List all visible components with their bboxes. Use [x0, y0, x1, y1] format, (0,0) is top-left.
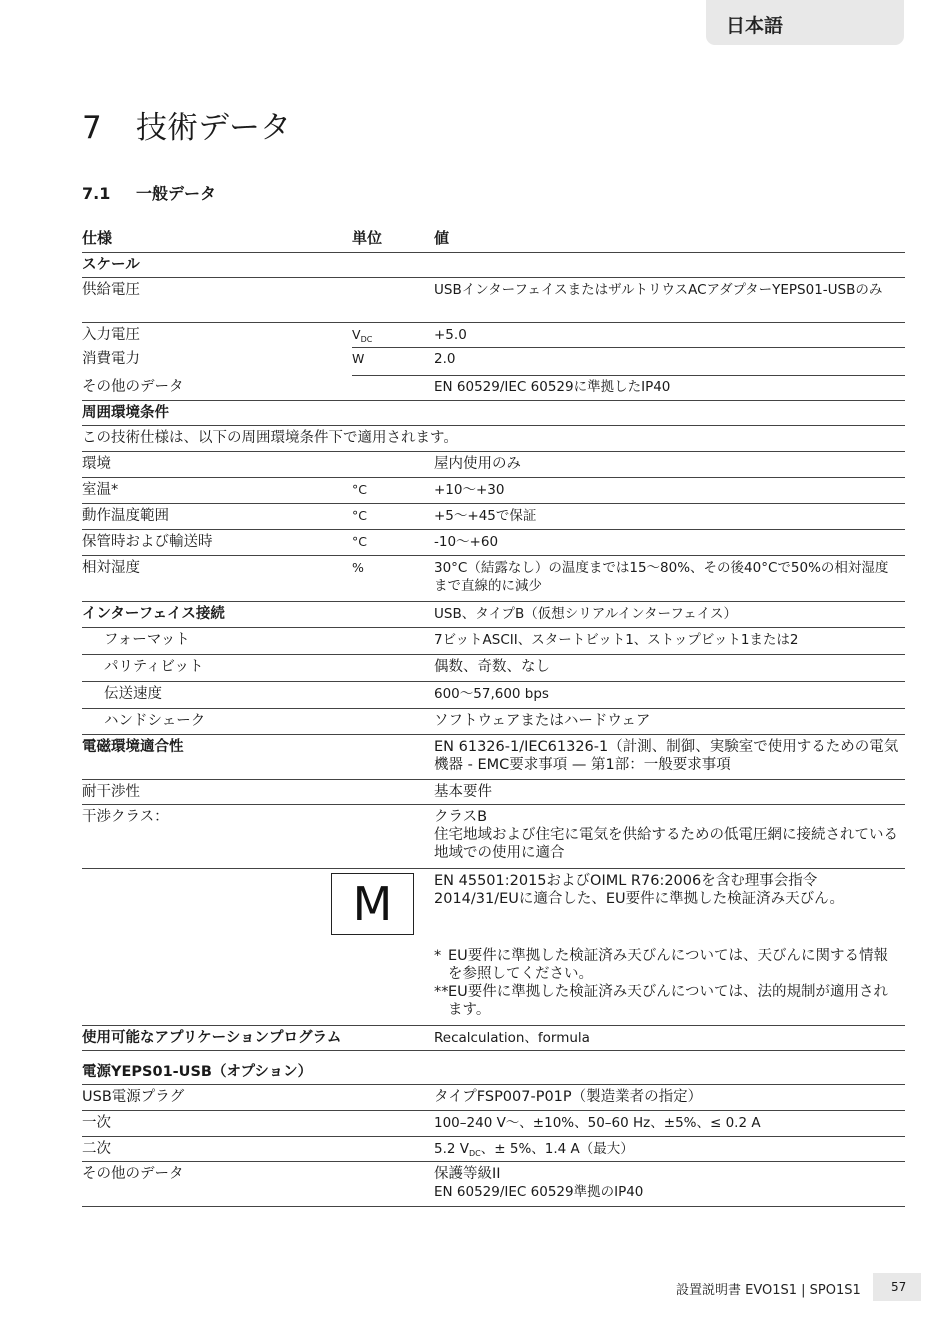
- value-metrology: EN 45501:2015およびOIML R76:2006を含む理事会指令2014/31/EUに適合した、EU要件に準拠した検証済み天びん。: [434, 873, 845, 907]
- row-immunity: [82, 780, 905, 805]
- value-supply-voltage: USBインターフェイスまたはザルトリウスACアダプターYEPS01-USBのみ: [434, 282, 883, 298]
- label-baud: 伝送速度: [104, 686, 162, 702]
- value-psu-plug: タイプFSP007-P01P（製造業者の指定）: [434, 1089, 703, 1105]
- section-title: 一般データ: [136, 184, 217, 203]
- unit-humidity: %: [352, 560, 364, 575]
- row-psu-other: [82, 1162, 905, 1207]
- row-emc: [82, 735, 905, 780]
- page-number: 57: [891, 1280, 907, 1294]
- unit-storage-temp: °C: [352, 534, 367, 549]
- group-ambient: 周囲環境条件: [82, 405, 169, 421]
- row-handshake: [82, 709, 905, 735]
- row-psu-primary: [82, 1111, 905, 1137]
- label-humidity: 相対湿度: [82, 560, 140, 576]
- chapter-heading: [82, 102, 291, 147]
- emission-class: クラスB: [434, 809, 488, 825]
- row-room-temp: [82, 478, 905, 504]
- label-format: フォーマット: [104, 632, 190, 648]
- value-humidity: 30°C（結露なし）の温度までは15～80%、その後40°Cで50%の相対湿度まで直線的に減少: [434, 560, 889, 594]
- row-power: [82, 347, 905, 375]
- label-apps: 使用可能なアプリケーションプログラム: [82, 1030, 342, 1046]
- value-apps: Recalculation、formula: [434, 1030, 590, 1046]
- emission-description: 住宅地域および住宅に電気を供給するための低電圧網に接続されている地域での使用に適合: [434, 827, 898, 861]
- footnote-2-text: EU要件に準拠した検証済み天びんについては、法的規制が適用されます。: [448, 984, 888, 1018]
- footer-doc-title: 設置説明書 EVO1S1 | SPO1S1: [676, 1283, 861, 1298]
- row-interface: [82, 602, 905, 628]
- row-emission: [82, 805, 905, 869]
- section-number: 7.1: [82, 184, 111, 203]
- unit-input-voltage: [352, 326, 422, 349]
- label-storage-temp: 保管時および輸送時: [82, 534, 213, 550]
- language-tab: [706, 0, 904, 45]
- value-psu-secondary: [434, 1140, 899, 1163]
- label-input-voltage: 入力電圧: [82, 327, 140, 343]
- chapter-number: 7: [82, 110, 102, 146]
- label-other-data: その他のデータ: [82, 379, 184, 395]
- footnote-1-mark: *: [434, 948, 442, 964]
- row-scale: [82, 253, 905, 278]
- row-ambient-note: [82, 426, 905, 452]
- value-environment: 屋内使用のみ: [434, 456, 521, 472]
- label-emission: 干渉クラス：: [82, 809, 169, 825]
- value-format: 7ビットASCII、スタートビット1、ストップビット1または2: [434, 632, 799, 648]
- language-label: 日本語: [726, 15, 784, 37]
- footnote-1-text: EU要件に準拠した検証済み天びんについては、天びんに関する情報を参照してください。: [448, 948, 888, 982]
- table-header-row: [82, 228, 905, 253]
- section-heading: [82, 181, 216, 204]
- page-number-box: [873, 1273, 921, 1301]
- ambient-note: この技術仕様は、以下の周囲環境条件下で適用されます。: [82, 430, 458, 446]
- value-operating-temp: +5～+45で保証: [434, 508, 537, 524]
- value-psu-primary: 100–240 V～、±10%、50–60 Hz、±5%、≤ 0.2 A: [434, 1115, 761, 1131]
- ip-rating: EN 60529/IEC 60529準拠のIP40: [434, 1184, 644, 1200]
- protection-class: 保護等級II: [434, 1166, 501, 1182]
- header-unit: 単位: [352, 229, 383, 247]
- row-metrology: [82, 869, 905, 1026]
- spec-table: [82, 228, 905, 1051]
- psu-title: 電源YEPS01-USB（オプション）: [82, 1064, 313, 1080]
- row-psu-title: [82, 1060, 905, 1085]
- row-environment: [82, 452, 905, 478]
- value-emission: [434, 808, 899, 862]
- label-operating-temp: 動作温度範囲: [82, 508, 169, 524]
- unit-power: W: [352, 351, 365, 366]
- row-baud: [82, 682, 905, 709]
- header-spec: 仕様: [82, 229, 113, 247]
- label-room-temp: 室温*: [82, 482, 119, 498]
- row-storage-temp: [82, 530, 905, 556]
- row-format: [82, 628, 905, 655]
- secondary-voltage: 5.2 V: [434, 1141, 469, 1157]
- label-psu-primary: 一次: [82, 1115, 111, 1131]
- label-power: 消費電力: [82, 351, 140, 367]
- unit-dc: DC: [360, 335, 373, 344]
- value-interface: USB、タイプB（仮想シリアルインターフェイス）: [434, 606, 738, 622]
- row-psu-secondary: [82, 1137, 905, 1162]
- value-immunity: 基本要件: [434, 784, 492, 800]
- value-handshake: ソフトウェアまたはハードウェア: [434, 713, 651, 729]
- secondary-tolerance: 、± 5%、1.4 A（最大）: [480, 1141, 634, 1157]
- label-parity: パリティビット: [104, 659, 204, 675]
- unit-v: V: [352, 327, 361, 342]
- label-psu-plug: USB電源プラグ: [82, 1089, 185, 1105]
- value-input-voltage: +5.0: [434, 327, 467, 343]
- footnote-2-mark: **: [434, 984, 449, 1000]
- row-ambient: [82, 401, 905, 426]
- row-psu-plug: [82, 1085, 905, 1111]
- label-immunity: 耐干渉性: [82, 784, 140, 800]
- metrology-notes: [434, 947, 899, 1019]
- row-operating-temp: [82, 504, 905, 530]
- row-apps: [82, 1026, 905, 1051]
- chapter-title: 技術データ: [136, 110, 291, 146]
- psu-table: [82, 1060, 905, 1207]
- value-baud: 600～57,600 bps: [434, 686, 549, 702]
- value-storage-temp: -10～+60: [434, 534, 499, 550]
- label-interface: インターフェイス接続: [82, 606, 225, 622]
- label-psu-secondary: 二次: [82, 1141, 111, 1157]
- row-parity: [82, 655, 905, 682]
- label-environment: 環境: [82, 456, 111, 472]
- footnote-2: [434, 983, 899, 1019]
- label-psu-other: その他のデータ: [82, 1166, 184, 1182]
- value-room-temp: +10～+30: [434, 482, 505, 498]
- value-emc: EN 61326-1/IEC61326-1（計測、制御、実験室で使用するための電気機器 - EMC要求事項 — 第1部：一般要求事項: [434, 739, 899, 773]
- metrology-mark-icon: M: [331, 873, 414, 935]
- label-handshake: ハンドシェーク: [104, 713, 206, 729]
- row-supply-voltage: [82, 278, 905, 323]
- secondary-dc: DC: [469, 1149, 481, 1158]
- row-other-data: [82, 375, 905, 401]
- header-value: 値: [434, 229, 450, 247]
- unit-operating-temp: °C: [352, 508, 367, 523]
- value-psu-other: [434, 1165, 899, 1201]
- value-other-data: EN 60529/IEC 60529に準拠したIP40: [434, 379, 671, 395]
- group-scale: スケール: [82, 257, 140, 273]
- label-supply-voltage: 供給電圧: [82, 282, 140, 298]
- value-power: 2.0: [434, 351, 456, 367]
- label-emc: 電磁環境適合性: [82, 739, 184, 755]
- row-humidity: [82, 556, 905, 602]
- row-input-voltage: [82, 323, 905, 347]
- unit-room-temp: °C: [352, 482, 367, 497]
- value-parity: 偶数、奇数、なし: [434, 659, 550, 675]
- footnote-1: [434, 947, 899, 983]
